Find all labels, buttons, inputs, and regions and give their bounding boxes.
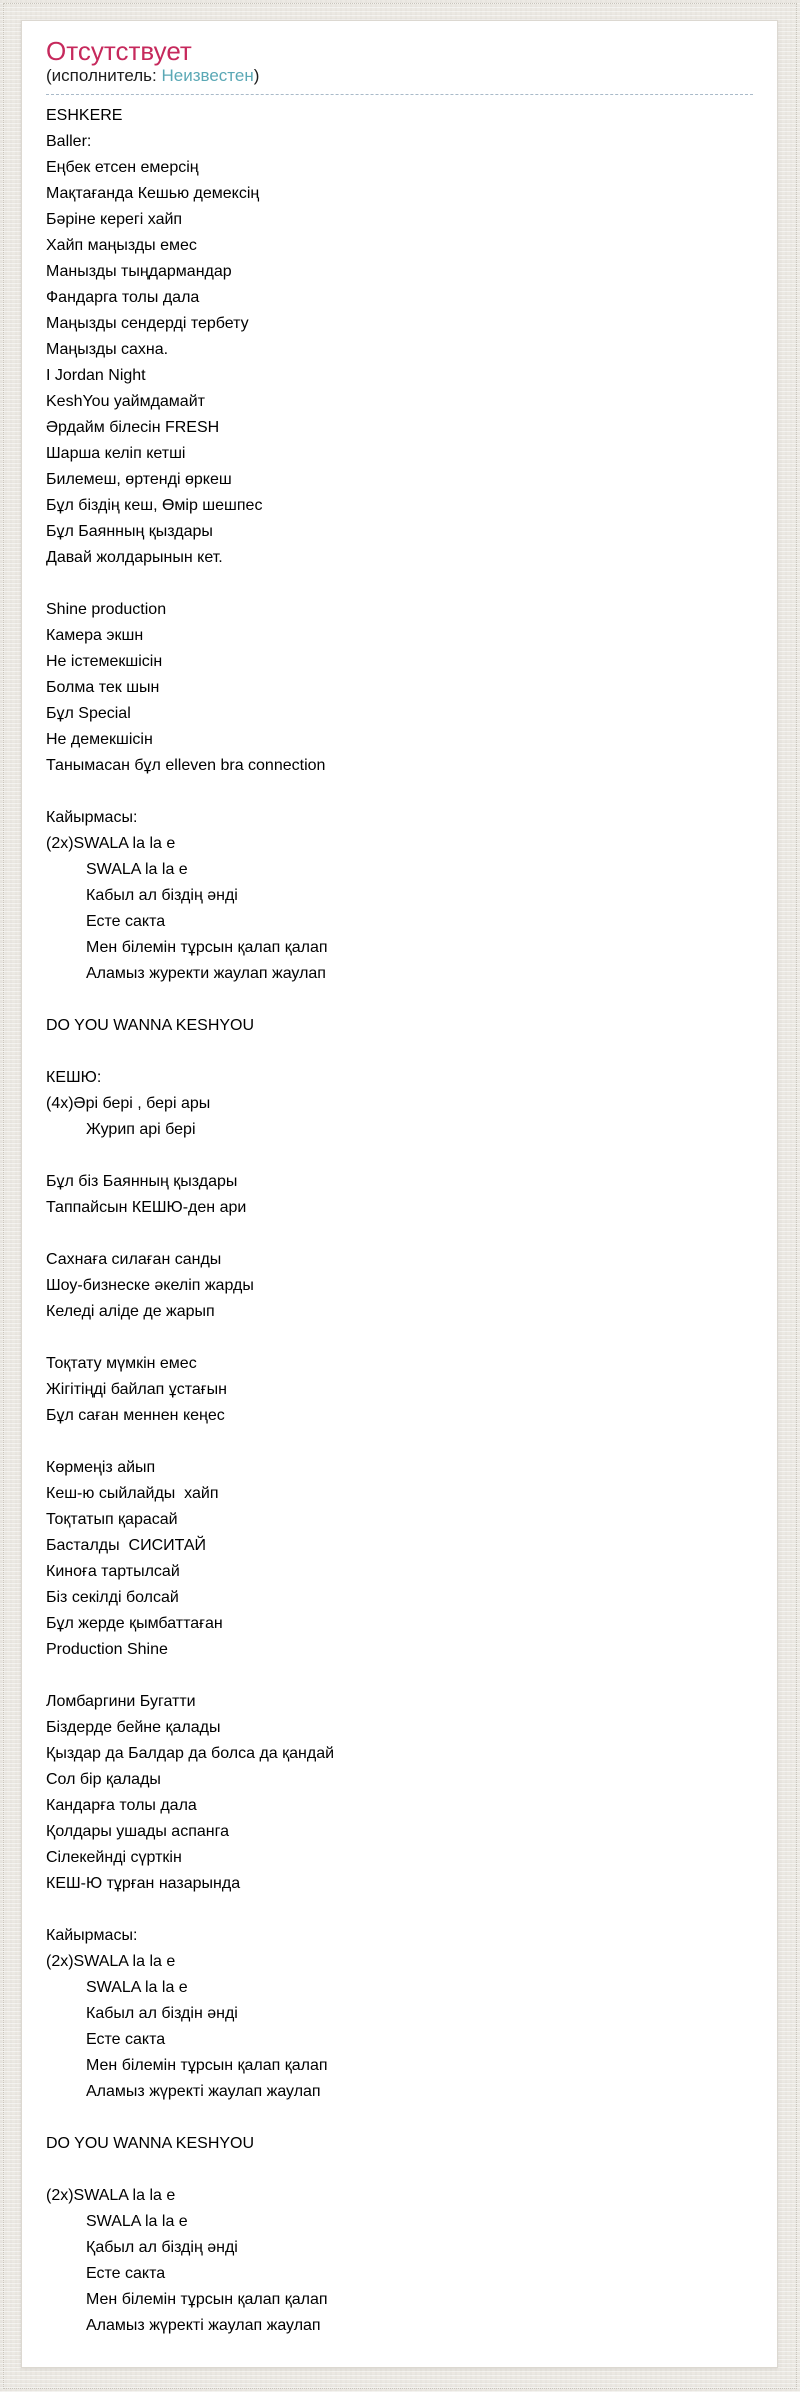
lyric-line: ESHKERE: [46, 107, 123, 124]
lyric-line: Есте сакта: [46, 913, 166, 930]
lyric-line: [46, 571, 753, 597]
lyric-line: Давай жолдарынын кет.: [46, 549, 223, 566]
lyric-line: (4x)Әрі бері , бері ары: [46, 1095, 211, 1112]
lyric-line: Бұл біз Баянның қыздары: [46, 1173, 238, 1190]
lyric-line: SWALA la la e: [46, 861, 188, 878]
lyric-line: Билемеш, өртенді өркеш: [46, 471, 232, 488]
artist-line: [46, 65, 753, 95]
lyric-line: Маңызды сендерді тербету: [46, 315, 249, 332]
lyric-line: [46, 1897, 753, 1923]
lyric-line: Бұл біздің кеш, Өмір шешпес: [46, 497, 263, 514]
artist-suffix: ): [253, 66, 260, 85]
lyric-line: SWALA la la e: [46, 1979, 188, 1996]
lyrics-text: [46, 103, 753, 2339]
lyric-line: Production Shine: [46, 1641, 168, 1658]
lyric-line: Бұл Баянның қыздары: [46, 523, 213, 540]
lyric-line: Тоқтатып қарасай: [46, 1511, 178, 1528]
lyric-line: KeshYou уаймдамайт: [46, 393, 205, 410]
lyric-line: Аламыз жүректі жаулап жаулап: [46, 2317, 321, 2334]
lyric-line: Болма тек шын: [46, 679, 160, 696]
lyric-line: Мен білемін тұрсын қалап қалап: [46, 939, 328, 956]
lyric-line: [46, 1663, 753, 1689]
lyric-line: Мен білемін тұрсын қалап қалап: [46, 2291, 328, 2308]
lyric-line: Қолдары ушады аспанга: [46, 1823, 229, 1840]
lyric-line: [46, 1429, 753, 1455]
lyric-line: [46, 1325, 753, 1351]
lyric-line: Сол бір қалады: [46, 1771, 161, 1788]
lyric-line: Кеш-ю сыйлайды хайп: [46, 1485, 219, 1502]
lyric-line: Таппайсын КЕШЮ-ден ари: [46, 1199, 247, 1216]
lyric-line: Маңызды сахна.: [46, 341, 169, 358]
lyric-line: Шоу-бизнеске әкеліп жарды: [46, 1277, 254, 1294]
lyric-line: Shine production: [46, 601, 167, 618]
lyric-line: Біздерде бейне қалады: [46, 1719, 221, 1736]
artist-label: (исполнитель:: [46, 66, 162, 85]
lyric-line: Әрдайм білесін FRESH: [46, 419, 220, 436]
lyric-line: Бұл жерде қымбаттаған: [46, 1615, 223, 1632]
lyric-line: Есте сакта: [46, 2031, 166, 2048]
lyric-line: Кайырмасы:: [46, 809, 138, 826]
lyric-line: Baller:: [46, 133, 92, 150]
lyric-line: Кандарға толы дала: [46, 1797, 197, 1814]
lyric-line: [46, 1039, 753, 1065]
song-title: Отсутствует: [46, 36, 192, 66]
lyric-line: Жігітіңді байлап ұстағын: [46, 1381, 227, 1398]
lyric-line: Не істемекшісін: [46, 653, 163, 670]
lyric-line: Фандарга толы дала: [46, 289, 200, 306]
lyric-line: Манызды тыңдармандар: [46, 263, 232, 280]
lyric-line: I Jordan Night: [46, 367, 146, 384]
lyric-line: Біз секілді болсай: [46, 1589, 179, 1606]
lyric-line: Аламыз жүректі жаулап жаулап: [46, 2083, 321, 2100]
lyric-line: Шарша келіп кетші: [46, 445, 186, 462]
lyric-line: Не демекшісін: [46, 731, 153, 748]
lyric-line: Тоқтату мүмкін емес: [46, 1355, 197, 1372]
lyric-line: DO YOU WANNA KESHYOU: [46, 2135, 255, 2152]
lyric-line: DO YOU WANNA KESHYOU: [46, 1017, 255, 1034]
lyric-line: Қабыл ал біздің әнді: [46, 2239, 238, 2256]
lyric-line: Аламыз журекти жаулап жаулап: [46, 965, 326, 982]
lyric-line: Басталды СИСИТАЙ: [46, 1537, 207, 1554]
lyric-line: Мақтағанда Кешью демексің: [46, 185, 260, 202]
lyric-line: Есте сакта: [46, 2265, 166, 2282]
lyric-line: Кабыл ал біздің әнді: [46, 887, 238, 904]
lyric-line: [46, 1221, 753, 1247]
lyric-line: Сахнаға силаған санды: [46, 1251, 222, 1268]
lyric-line: Камера экшн: [46, 627, 144, 644]
lyric-line: КЕШЮ:: [46, 1069, 102, 1086]
lyric-line: Киноға тартылсай: [46, 1563, 180, 1580]
lyric-line: [46, 779, 753, 805]
lyric-line: КЕШ-Ю тұрған назарында: [46, 1875, 241, 1892]
lyric-line: Мен білемін тұрсын қалап қалап: [46, 2057, 328, 2074]
artist-link[interactable]: Неизвестен: [161, 66, 254, 85]
lyric-line: [46, 1143, 753, 1169]
lyric-line: Сілекейнді сүрткін: [46, 1849, 182, 1866]
lyric-line: Көрмеңіз айып: [46, 1459, 156, 1476]
lyric-line: [46, 987, 753, 1013]
lyric-line: (2x)SWALA la la e: [46, 2187, 176, 2204]
lyric-line: Хайп маңызды емес: [46, 237, 197, 254]
lyric-line: Танымасан бұл elleven bra connection: [46, 757, 326, 774]
lyric-line: Бәріне керегі хайп: [46, 211, 183, 228]
lyric-line: Кабыл ал біздін әнді: [46, 2005, 238, 2022]
lyric-line: Бұл саған меннен кеңес: [46, 1407, 225, 1424]
lyric-line: [46, 2157, 753, 2183]
lyrics-card: [21, 20, 778, 2368]
lyric-line: Бұл Special: [46, 705, 131, 722]
lyric-line: Келеді аліде де жарып: [46, 1303, 215, 1320]
lyric-line: SWALA la la e: [46, 2213, 188, 2230]
lyric-line: (2x)SWALA la la e: [46, 835, 176, 852]
lyric-line: Қыздар да Балдар да болса да қандай: [46, 1745, 335, 1762]
lyric-line: [46, 2105, 753, 2131]
lyric-line: Кайырмасы:: [46, 1927, 138, 1944]
lyric-line: Журип арі бері: [46, 1121, 196, 1138]
lyric-line: Еңбек етсен емерсің: [46, 159, 199, 176]
lyric-line: Ломбаргини Бугатти: [46, 1693, 196, 1710]
lyric-line: (2x)SWALA la la e: [46, 1953, 176, 1970]
